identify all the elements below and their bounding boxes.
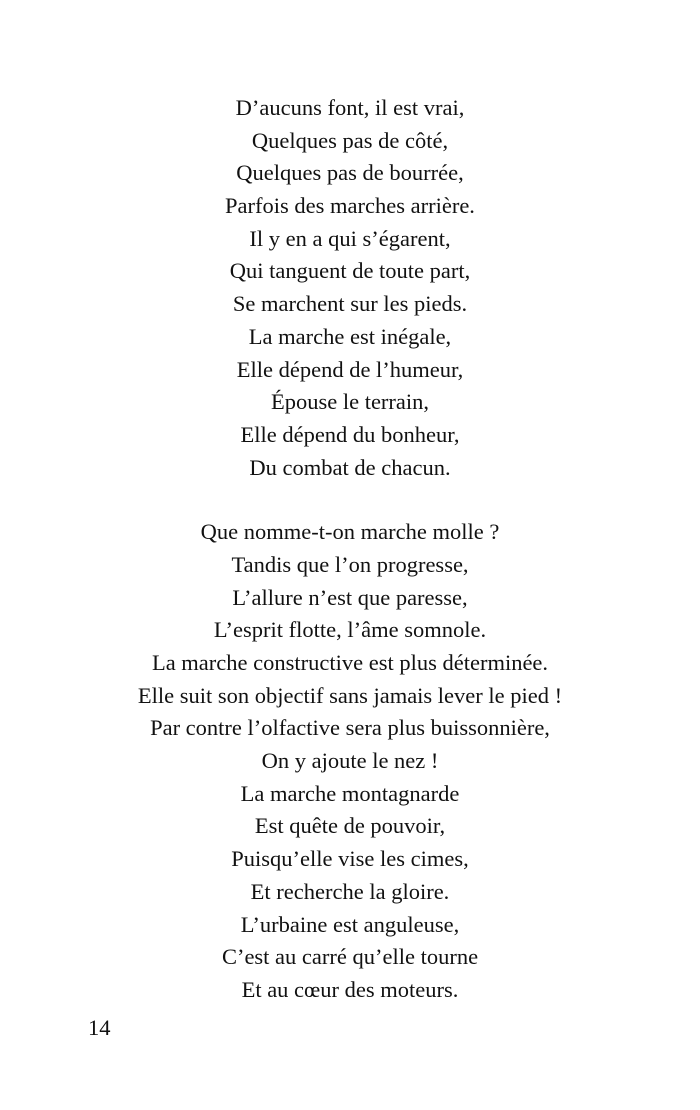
poem-line: La marche est inégale,: [248, 323, 452, 349]
poem-line: Parfois des marches arrière.: [225, 193, 475, 219]
poem-line: Tandis que l’on progresse,: [231, 551, 469, 577]
poem-line: Elle suit son objectif sans jamais lever le pied !: [137, 682, 563, 708]
poem-line: La marche montagnarde: [240, 780, 460, 806]
poem-line: L’urbaine est anguleuse,: [240, 911, 460, 937]
poem-line: L’esprit flotte, l’âme somnole.: [213, 617, 487, 643]
poem-line: C’est au carré qu’elle tourne: [221, 944, 479, 970]
poem-line: Quelques pas de bourrée,: [236, 160, 464, 186]
poem-line: Et recherche la gloire.: [250, 878, 450, 904]
poem-line: Par contre l’olfactive sera plus buissonnière,: [150, 715, 550, 741]
poem-body: [0, 92, 700, 1007]
poem-line: Que nomme-t-on marche molle ?: [200, 519, 500, 545]
poem-line: Il y en a qui s’égarent,: [249, 225, 451, 251]
poem-line: Épouse le terrain,: [270, 389, 430, 415]
stanza-1: [0, 92, 700, 484]
poem-line: Elle dépend du bonheur,: [240, 421, 460, 447]
poem-line: Se marchent sur les pieds.: [232, 291, 468, 317]
poem-line: Du combat de chacun.: [249, 454, 451, 480]
poem-line: La marche constructive est plus déterminée.: [151, 650, 549, 675]
poem-line: Est quête de pouvoir,: [254, 813, 446, 839]
stanza-2: [0, 516, 700, 1006]
poem-line: Elle dépend de l’humeur,: [236, 356, 464, 382]
poem-line: D’aucuns font, il est vrai,: [235, 95, 465, 120]
poem-line: Qui tanguent de toute part,: [229, 258, 471, 284]
poem-line: Puisqu’elle vise les cimes,: [231, 846, 469, 872]
poem-line: Quelques pas de côté,: [251, 127, 449, 153]
poem-line: L’allure n’est que paresse,: [232, 584, 468, 610]
poem-line: Et au cœur des moteurs.: [241, 976, 459, 1002]
poem-line: On y ajoute le nez !: [261, 748, 439, 774]
page-number: 14: [88, 1015, 111, 1040]
